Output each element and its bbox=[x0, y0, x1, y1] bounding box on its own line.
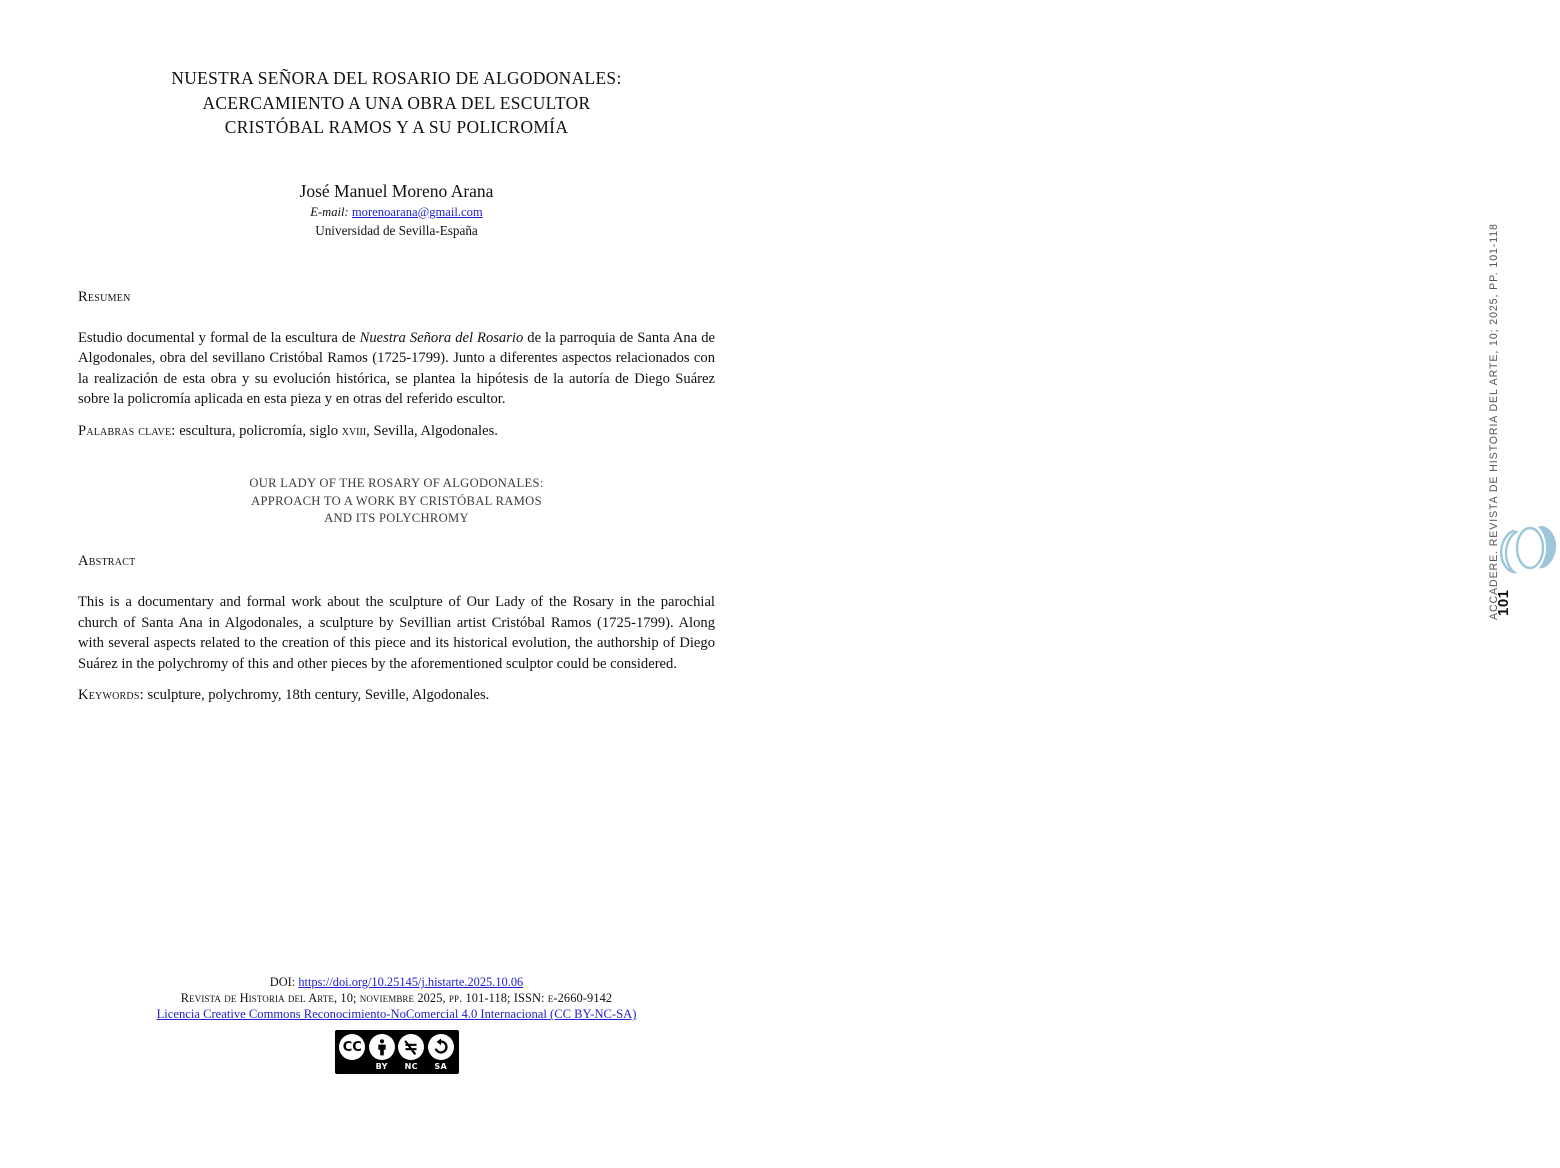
keywords-line bbox=[78, 685, 715, 706]
palabras-clave-line bbox=[78, 421, 715, 442]
english-title bbox=[78, 475, 715, 527]
english-title-line-1: OUR LADY OF THE ROSARY OF ALGODONALES: bbox=[249, 476, 544, 491]
english-title-line-3: AND ITS POLYCHROMY bbox=[324, 510, 469, 525]
attribution-icon bbox=[369, 1034, 395, 1060]
main-text-column bbox=[78, 0, 715, 706]
doi-line bbox=[78, 975, 715, 991]
accadere-petal-logo bbox=[1496, 522, 1560, 594]
license-link[interactable]: Licencia Creative Commons Reconocimiento-NoComercial 4.0 Internacional (CC BY-NC-SA) bbox=[156, 1007, 637, 1022]
palabras-clave-part2: , Sevilla, Algodonales. bbox=[366, 422, 498, 439]
palabras-clave-part1: escultura, policromía, siglo bbox=[175, 422, 342, 439]
work-title-italic: Nuestra Señora del Rosario bbox=[359, 329, 524, 346]
license-line bbox=[78, 1006, 715, 1022]
resumen-text-part2: de la parroquia de Santa Ana de Algodonales, obra del sevillano Cristóbal Ramos (1725-1799). Junto a diferentes aspectos relacionados con la realización de esta obra y su evolución histórica, se plantea la hipótesis de la autoría de Diego Suárez sobre la policromía aplicada en esta pieza y en otras del referido escultor. bbox=[78, 329, 715, 408]
running-head: ACCADERE. REVISTA DE HISTORIA DEL ARTE, 10; 2025, PP. 101-118 bbox=[1488, 223, 1500, 620]
sharealike-icon bbox=[428, 1034, 454, 1060]
title-line-3: CRISTÓBAL RAMOS Y A SU POLICROMÍA bbox=[224, 117, 569, 137]
creative-commons-badge[interactable] bbox=[335, 1030, 459, 1074]
doi-link[interactable]: https://doi.org/10.25145/j.histarte.2025.10.06 bbox=[298, 975, 524, 989]
resumen-label: Resumen bbox=[78, 288, 131, 305]
abstract-body: This is a documentary and formal work about the sculpture of Our Lady of the Rosary in the parochial church of Santa Ana in Algodonales, a sculpture by Sevillian artist Cristóbal Ramos (1725-1799). Along with several aspects related to the creation of this piece and its historical evolution, the authorship of Diego Suárez in the polychromy of this and other pieces by the aforementioned sculptor could be considered. bbox=[78, 594, 715, 672]
journal-citation: Revista de Historia del Arte, 10; noviembre 2025, pp. 101-118; ISSN: e-2660-9142 bbox=[180, 990, 613, 1005]
resumen-body bbox=[78, 328, 715, 410]
cc-glyph: CC bbox=[342, 1039, 362, 1055]
author-name: José Manuel Moreno Arana bbox=[299, 180, 494, 201]
keywords-values: sculpture, polychromy, 18th century, Seville, Algodonales. bbox=[143, 687, 490, 704]
keywords-label: Keywords: bbox=[78, 687, 144, 704]
title-line-2: ACERCAMIENTO A UNA OBRA DEL ESCULTOR bbox=[202, 92, 591, 113]
email-label: E-mail: bbox=[310, 204, 349, 219]
noncommercial-icon bbox=[398, 1034, 424, 1060]
palabras-clave-century: xviii bbox=[341, 422, 367, 439]
abstract-label: Abstract bbox=[78, 553, 136, 570]
english-title-line-2: APPROACH TO A WORK BY CRISTÓBAL RAMOS bbox=[251, 493, 542, 508]
cc-label-sa: SA bbox=[434, 1061, 448, 1071]
palabras-clave-label: Palabras clave: bbox=[78, 422, 176, 439]
email-link[interactable]: morenoarana@gmail.com bbox=[351, 204, 483, 219]
resumen-text-part1: Estudio documental y formal de la escultura de bbox=[78, 329, 360, 346]
title-line-1: NUESTRA SEÑORA DEL ROSARIO DE ALGODONALES: bbox=[171, 68, 622, 88]
footer bbox=[78, 975, 715, 1074]
cc-label-row bbox=[335, 1060, 459, 1072]
side-margin bbox=[744, 0, 1512, 1168]
cc-icon-row bbox=[335, 1032, 459, 1062]
creative-commons-icon bbox=[339, 1034, 365, 1060]
page-number: 101 bbox=[1495, 589, 1512, 616]
author-block bbox=[78, 180, 715, 240]
cc-label-nc: NC bbox=[404, 1061, 418, 1071]
page-title bbox=[78, 66, 715, 140]
author-email-line bbox=[78, 203, 715, 221]
doi-label: DOI: bbox=[269, 975, 299, 989]
author-affiliation: Universidad de Sevilla-España bbox=[315, 222, 478, 238]
cc-label-by: BY bbox=[375, 1061, 388, 1071]
